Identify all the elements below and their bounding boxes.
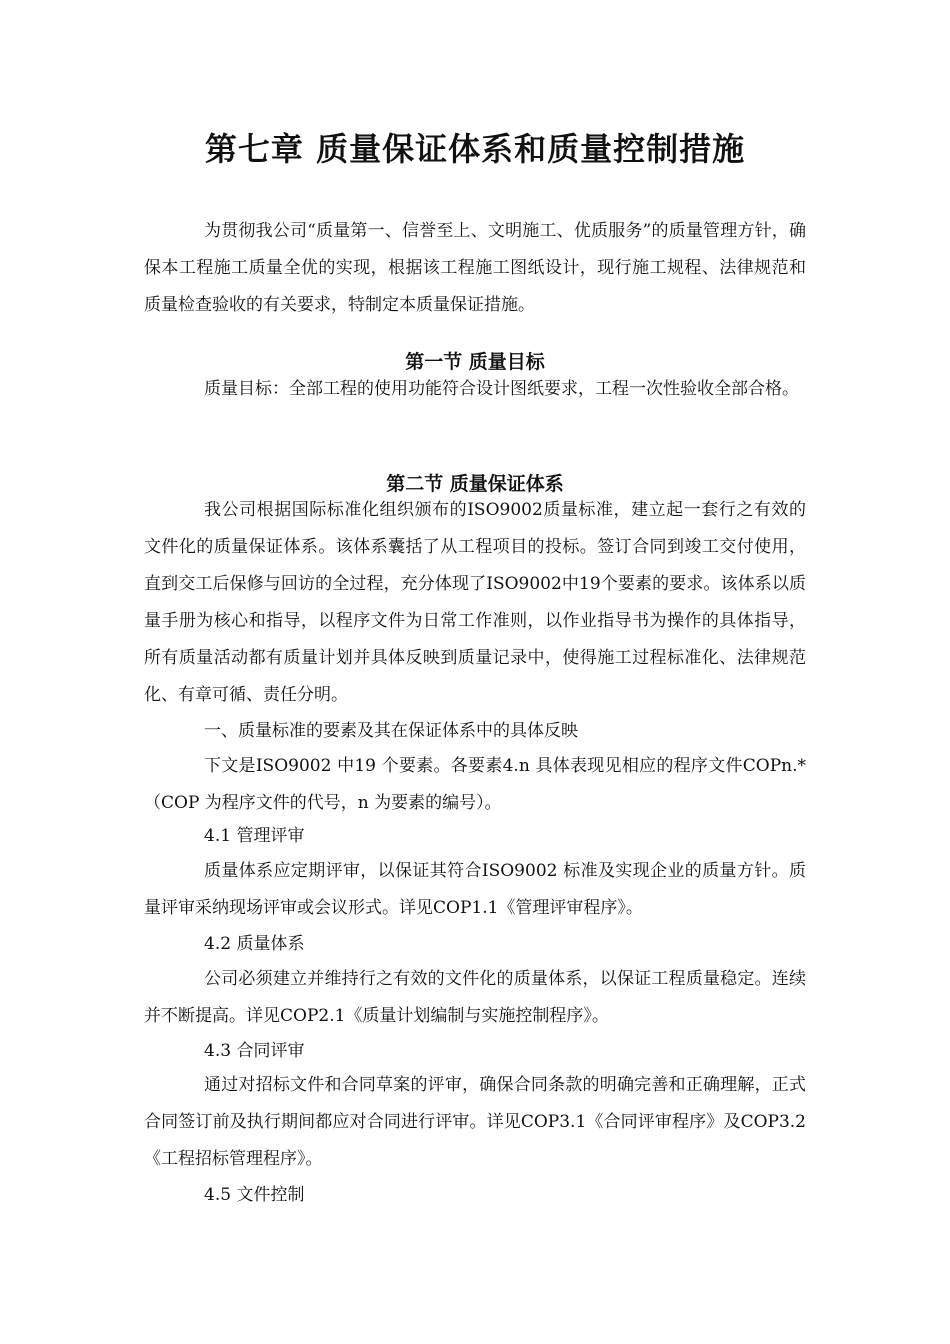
item-body-4-1: 质量体系应定期评审，以保证其符合ISO9002 标准及实现企业的质量方针。质量评审采纳现场评审或会议形式。详见COP1.1《管理评审程序》。 [144, 861, 806, 918]
item-body-4-2: 公司必须建立并维持行之有效的文件化的质量体系，以保证工程质量稳定。连续并不断提高。详见COP2.1《质量计划编制与实施控制程序》。 [144, 969, 806, 1026]
item-heading-4-5: 4.5 文件控制 [204, 1185, 305, 1205]
section1-body: 质量目标：全部工程的使用功能符合设计图纸要求，工程一次性验收全部合格。 [204, 379, 799, 399]
item-heading-4-3: 4.3 合同评审 [204, 1041, 305, 1061]
item-heading-4-1: 4.1 管理评审 [204, 826, 305, 846]
page-title: 第七章 质量保证体系和质量控制措施 [204, 130, 746, 168]
section2-heading: 第二节 质量保证体系 [386, 473, 564, 495]
section1-heading: 第一节 质量目标 [405, 351, 545, 373]
item-body-4-3: 通过对招标文件和合同草案的评审，确保合同条款的明确完善和正确理解，正式合同签订前及执行期间都应对合同进行评审。详见COP3.1《合同评审程序》及COP3.2《工程招标管理程序》。 [144, 1075, 806, 1169]
subsection-heading: 一、质量标准的要素及其在保证体系中的具体反映 [204, 721, 578, 741]
subsection-intro: 下文是ISO9002 中19 个要素。各要素4.n 具体表现见相应的程序文件COPn.*（COP 为程序文件的代号，n 为要素的编号）。 [144, 756, 806, 813]
item-heading-4-2: 4.2 质量体系 [204, 934, 305, 954]
section2-body: 我公司根据国际标准化组织颁布的ISO9002质量标准，建立起一套行之有效的文件化的质量保证体系。该体系囊括了从工程项目的投标。签订合同到竣工交付使用，直到交工后保修与回访的全过程，充分体现了ISO9002中19个要素的要求。该体系以质量手册为核心和指导，以程序文件为日常工作准则，以作业指导书为操作的具体指导，所有质量活动都有质量计划并具体反映到质量记录中，使得施工过程标准化、法律规范化、有章可循、责任分明。 [144, 500, 806, 705]
intro-paragraph: 为贯彻我公司“质量第一、信誉至上、文明施工、优质服务”的质量管理方针，确保本工程施工质量全优的实现，根据该工程施工图纸设计，现行施工规程、法律规范和质量检查验收的有关要求，特制定本质量保证措施。 [144, 221, 806, 315]
